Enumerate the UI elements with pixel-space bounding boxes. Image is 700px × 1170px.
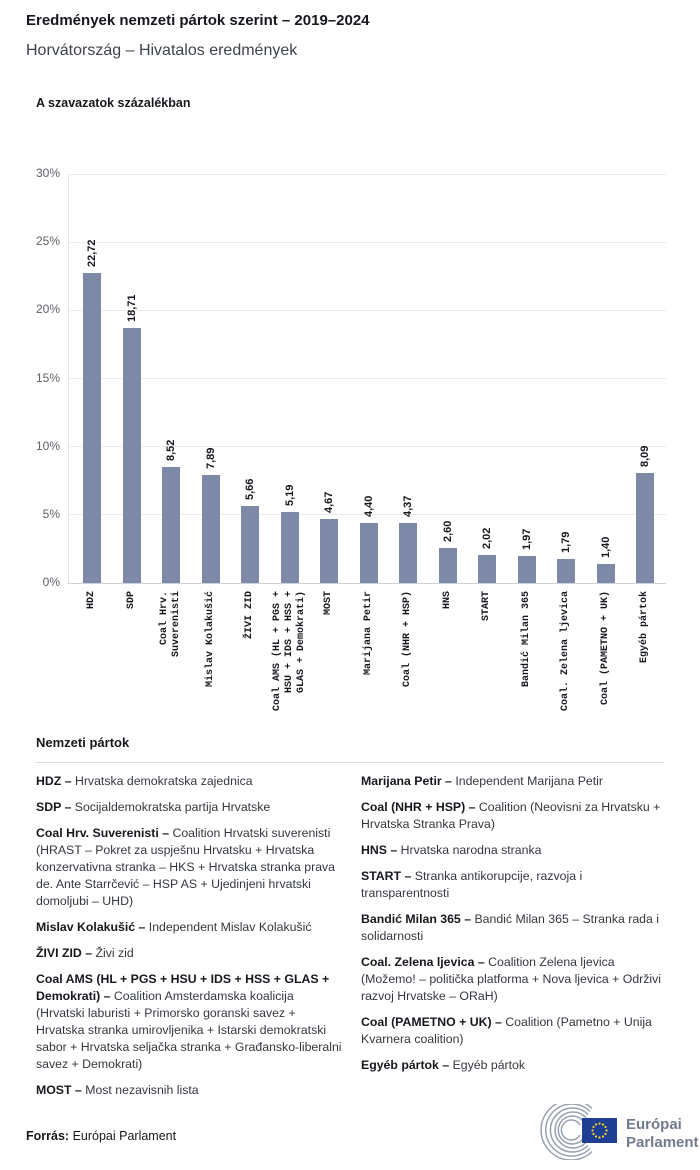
bar-value-label: 2,60: [441, 520, 454, 542]
bar[interactable]: [123, 328, 141, 583]
bar[interactable]: [518, 556, 536, 583]
y-axis-tick-label: 30%: [35, 166, 60, 180]
bar[interactable]: [241, 506, 259, 583]
chart-heading: A szavazatok százalékban: [36, 96, 191, 110]
bar-value-label: 5,66: [244, 478, 256, 500]
legend-entry: Coal (NHR + HSP) – Coalition (Neovisni za Hrvatsku + Hrvatska Stranka Prava): [361, 800, 661, 831]
x-axis-category-label: Egyéb pártok: [639, 591, 650, 664]
bar[interactable]: [557, 559, 575, 583]
legend-entry: HDZ – Hrvatska demokratska zajednica: [36, 774, 253, 788]
bar[interactable]: [478, 555, 496, 583]
bar[interactable]: [636, 473, 654, 583]
x-axis-category-label: START: [481, 591, 492, 622]
legend-heading: Nemzeti pártok: [36, 735, 664, 763]
bar[interactable]: [281, 512, 299, 583]
legend-term: Egyéb pártok –: [361, 1058, 450, 1072]
legend-entry: HNS – Hrvatska narodna stranka: [361, 843, 542, 857]
legend-entry: Egyéb pártok – Egyéb pártok: [361, 1058, 526, 1072]
bar[interactable]: [439, 548, 457, 583]
gridline: [68, 446, 666, 447]
legend-term: START –: [361, 869, 412, 883]
bar-value-label: 1,40: [599, 536, 612, 558]
bar-value-label: 1,97: [520, 528, 533, 551]
x-axis-category-label: Marijana Petir: [362, 591, 374, 676]
legend-entry: Coal AMS (HL + PGS + HSU + IDS + HSS + GLAS + Demokrati) – Coalition Amsterdamska koalicija (Hrvatski laburisti + Primorsko goranski savez + Hrvatska stranka umirovljenika + Istarski demokratski sabor + Hrvatska seljačka stranka + Građansko-liberalni savez + Demokrati): [36, 972, 342, 1071]
x-axis-category-label: ŽIVI ZID: [244, 591, 255, 640]
legend-entry: Mislav Kolakušić – Independent Mislav Kolakušić: [36, 920, 312, 934]
legend-column: [361, 773, 664, 1083]
bar-value-label: 22,72: [86, 239, 98, 268]
legend-term: Coal. Zelena ljevica –: [361, 955, 485, 969]
bar-value-label: 4,67: [323, 491, 335, 514]
legend-term: Mislav Kolakušić –: [36, 920, 146, 934]
gridline: [68, 378, 666, 379]
page-title: Eredmények nemzeti pártok szerint – 2019–2024: [26, 12, 370, 29]
y-axis-tick-label: 20%: [35, 302, 60, 317]
legend-term: HDZ –: [36, 774, 72, 788]
bar-value-label: 4,40: [362, 495, 375, 517]
bar[interactable]: [320, 519, 338, 583]
legend-term: Coal Hrv. Suverenisti –: [36, 826, 170, 840]
y-axis-tick-label: 15%: [35, 370, 60, 385]
x-axis-category-label: MOST: [323, 591, 334, 616]
y-axis-tick-label: 10%: [35, 438, 60, 453]
legend-entry: SDP – Socijaldemokratska partija Hrvatske: [36, 800, 271, 814]
bar[interactable]: [83, 273, 101, 583]
ep-logo-line2: Parlament: [626, 1134, 699, 1151]
legend-column: [36, 773, 343, 1108]
bar-value-label: 4,37: [402, 496, 414, 518]
x-axis-category-label: Coal. Zelena ljevica: [560, 591, 571, 712]
bar-value-label: 1,79: [560, 531, 572, 553]
x-axis-category-label: Mislav Kolakušić: [204, 591, 216, 688]
x-axis-category-label: Coal (PAMETNO + UK): [599, 591, 611, 706]
bar-value-label: 7,89: [204, 448, 217, 470]
bar[interactable]: [202, 475, 220, 583]
legend-entry: ŽIVI ZID – Živi zid: [36, 946, 134, 960]
source-label: Forrás:: [26, 1129, 70, 1143]
gridline: [68, 310, 666, 311]
legend-entry: Bandić Milan 365 – Bandić Milan 365 – Stranka rada i solidarnosti: [361, 912, 660, 943]
legend-term: MOST –: [36, 1083, 82, 1097]
ep-logo-line1: Európai: [626, 1116, 682, 1133]
x-axis-category-label: Coal AMS (HL + PGS + HSU + IDS + HSS + GLAS + Demokrati): [271, 591, 307, 712]
bar-value-label: 2,02: [481, 528, 493, 550]
page-subtitle: Horvátország – Hivatalos eredmények: [26, 42, 298, 59]
x-axis-category-label: SDP: [125, 591, 137, 610]
bar-value-label: 8,09: [639, 445, 651, 467]
bar-value-label: 5,19: [283, 484, 296, 507]
legend-term: Coal (PAMETNO + UK) –: [361, 1015, 502, 1029]
legend-entry: MOST – Most nezavisnih lista: [36, 1083, 199, 1097]
legend-term: SDP –: [36, 800, 72, 814]
x-axis-category-label: HDZ: [86, 591, 97, 610]
x-axis-category-label: Bandić Milan 365: [520, 591, 532, 688]
legend-entry: Coal (PAMETNO + UK) – Coalition (Pametno + Unija Kvarnera coalition): [361, 1015, 652, 1046]
legend-entry: Marijana Petir – Independent Marijana Petir: [361, 774, 603, 788]
bar-value-label: 18,71: [125, 294, 138, 322]
bar[interactable]: [399, 523, 417, 583]
legend-entry: Coal. Zelena ljevica – Coalition Zelena ljevica (Možemo! – politička platforma + Nova ljevica + Održivi razvoj Hrvatske – ORaH): [361, 955, 662, 1003]
x-axis-category-label: Coal Hrv. Suverenisti: [159, 591, 182, 658]
x-axis-category-label: HNS: [441, 591, 453, 610]
legend-term: Coal AMS (HL + PGS + HSU + IDS + HSS + GLAS + Demokrati) –: [36, 972, 330, 1003]
gridline: [68, 242, 666, 243]
bar[interactable]: [162, 467, 180, 583]
legend-term: HNS –: [361, 843, 398, 857]
bar-value-label: 8,52: [165, 439, 177, 461]
x-axis-category-label: Coal (NHR + HSP): [402, 591, 413, 688]
source-value: Európai Parlament: [72, 1129, 177, 1143]
legend-entry: Coal Hrv. Suverenisti – Coalition Hrvatski suverenisti (HRAST – Pokret za uspješnu Hrvatsku + Hrvatska konzervativna stranka – HKS + Hrvatska stranka prava de. Ante Starrčević – HSP AS + Ujedinjeni hrvatski domoljubi – UHD): [36, 826, 336, 908]
y-axis-tick-label: 0%: [42, 575, 60, 589]
legend-term: Coal (NHR + HSP) –: [361, 800, 476, 814]
eu-flag: [582, 1118, 617, 1143]
party-legend: [0, 735, 700, 1097]
legend-term: Bandić Milan 365 –: [361, 912, 472, 926]
ep-logo-text: [626, 1116, 699, 1151]
y-axis-tick-label: 25%: [35, 234, 60, 249]
bar[interactable]: [597, 564, 615, 583]
ep-logo: [530, 1104, 700, 1160]
legend-entry: START – Stranka antikorupcije, razvoja i transparentnosti: [361, 869, 583, 900]
bar[interactable]: [360, 523, 378, 583]
y-axis-tick-label: 5%: [42, 506, 60, 521]
legend-term: Marijana Petir –: [361, 774, 452, 788]
legend-term: ŽIVI ZID –: [36, 946, 93, 960]
gridline: [68, 174, 666, 175]
source-note: [26, 1129, 176, 1143]
y-axis-line: [68, 174, 69, 583]
